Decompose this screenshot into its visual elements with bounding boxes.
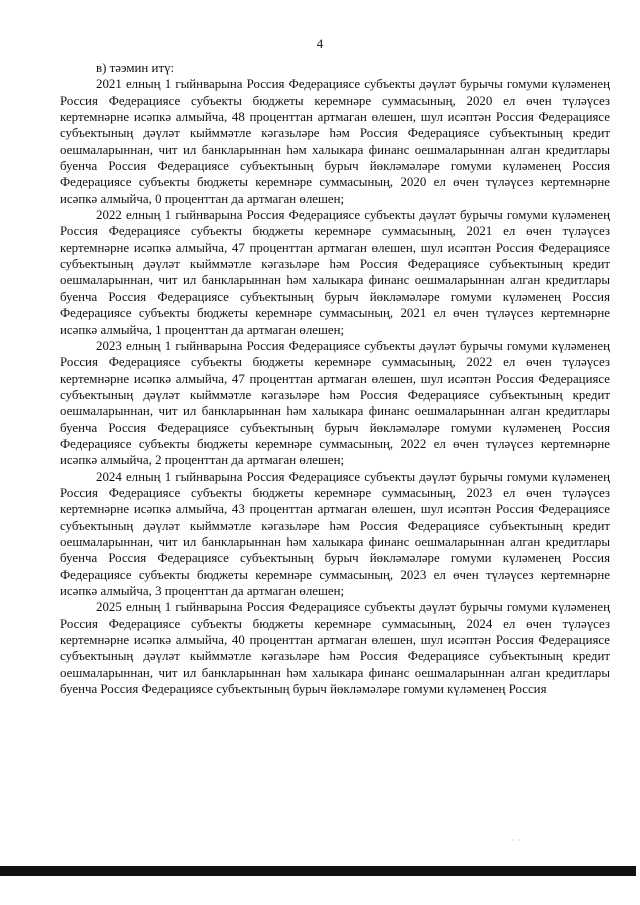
scan-bottom-edge (0, 866, 636, 876)
paragraph-2024: 2024 елның 1 гыйнварына Россия Федерациясе субъекты дәүләт бурычы гомуми күләменең Россия Федерациясе субъекты бюджеты керемнәре суммасының, 2023 ел өчен түләүсез кертемнәрне исәпкә алмыйча, 43 проценттан артмаган өлешен, шул исәптән Россия Федерациясе субъектының дәүләт кыйммәтле кәгазьләре һәм Россия Федерациясе субъектының кредит оешмаларыннан, чит ил банкларыннан һәм халыкара финанс оешмаларыннан алган кредитлары буенча Россия Федерациясе субъектының бурыч йөкләмәләре гомуми күләменең Россия Федерациясе субъекты бюджеты керемнәре суммасының, 2023 ел өчен түләүсез кертемнәрне исәпкә алмыйча, 3 проценттан да артмаган өлешен; (60, 469, 610, 598)
list-item-label: в) тәэмин итү: (96, 61, 175, 75)
paragraph-2022: 2022 елның 1 гыйнварына Россия Федерациясе субъекты дәүләт бурычы гомуми күләменең Россия Федерациясе субъекты бюджеты керемнәре суммасының, 2021 ел өчен түләүсез кертемнәрне исәпкә алмыйча, 47 проценттан артмаган өлешен, шул исәптән Россия Федерациясе субъектының дәүләт кыйммәтле кәгазьләре һәм Россия Федерациясе субъектының кредит оешмаларыннан, чит ил банкларыннан һәм халыкара финанс оешмаларыннан алган кредитлары буенча Россия Федерациясе субъектының бурыч йөкләмәләре гомуми күләменең Россия Федерациясе субъекты бюджеты керемнәре суммасының, 2021 ел өчен түләүсез кертемнәрне исәпкә алмыйча, 1 проценттан да артмаган өлешен; (60, 208, 610, 337)
paragraph-2025: 2025 елның 1 гыйнварына Россия Федерациясе субъекты дәүләт бурычы гомуми күләменең Россия Федерациясе субъекты бюджеты керемнәре суммасының, 2024 ел өчен түләүсез кертемнәрне исәпкә алмыйча, 40 проценттан артмаган өлешен, шул исәптән Россия Федерациясе субъектының дәүләт кыйммәтле кәгазьләре һәм Россия Федерациясе субъектының кредит оешмаларыннан, чит ил банкларыннан һәм халыкара финанс оешмаларыннан алган кредитлары буенча Россия Федерациясе субъектының бурыч йөкләмәләре гомуми күләменең Россия (60, 600, 610, 697)
page-number: 4 (316, 36, 324, 51)
scan-noise-specks: · · (512, 836, 520, 845)
paragraph-2023: 2023 елның 1 гыйнварына Россия Федерациясе субъекты дәүләт бурычы гомуми күләменең Россия Федерациясе субъекты бюджеты керемнәре суммасының, 2022 ел өчен түләүсез кертемнәрне исәпкә алмыйча, 47 проценттан артмаган өлешен, шул исәптән Россия Федерациясе субъектының дәүләт кыйммәтле кәгазьләре һәм Россия Федерациясе субъектының кредит оешмаларыннан, чит ил банкларыннан һәм халыкара финанс оешмаларыннан алган кредитлары буенча Россия Федерациясе субъектының бурыч йөкләмәләре гомуми күләменең Россия Федерациясе субъекты бюджеты керемнәре суммасының, 2022 ел өчен түләүсез кертемнәрне исәпкә алмыйча, 2 проценттан да артмаган өлешен; (60, 338, 610, 468)
paragraph-2021: 2021 елның 1 гыйнварына Россия Федерациясе субъекты дәүләт бурычы гомуми күләменең Россия Федерациясе субъекты бюджеты керемнәре суммасының, 2020 ел өчен түләүсез кертемнәрне исәпкә алмыйча, 48 проценттан артмаган өлешен, шул исәптән Россия Федерациясе субъектының дәүләт кыйммәтле кәгазьләре һәм Россия Федерациясе субъектының кредит оешмаларыннан, чит ил банкларыннан һәм халыкара финанс оешмаларыннан алган кредитлары буенча Россия Федерациясе субъектының бурыч йөкләмәләре гомуми күләменең Россия Федерациясе субъекты бюджеты керемнәре суммасының, 2020 ел өчен түләүсез кертемнәрне исәпкә алмыйча, 0 проценттан да артмаган өлешен; (60, 77, 610, 206)
document-body (60, 60, 610, 697)
